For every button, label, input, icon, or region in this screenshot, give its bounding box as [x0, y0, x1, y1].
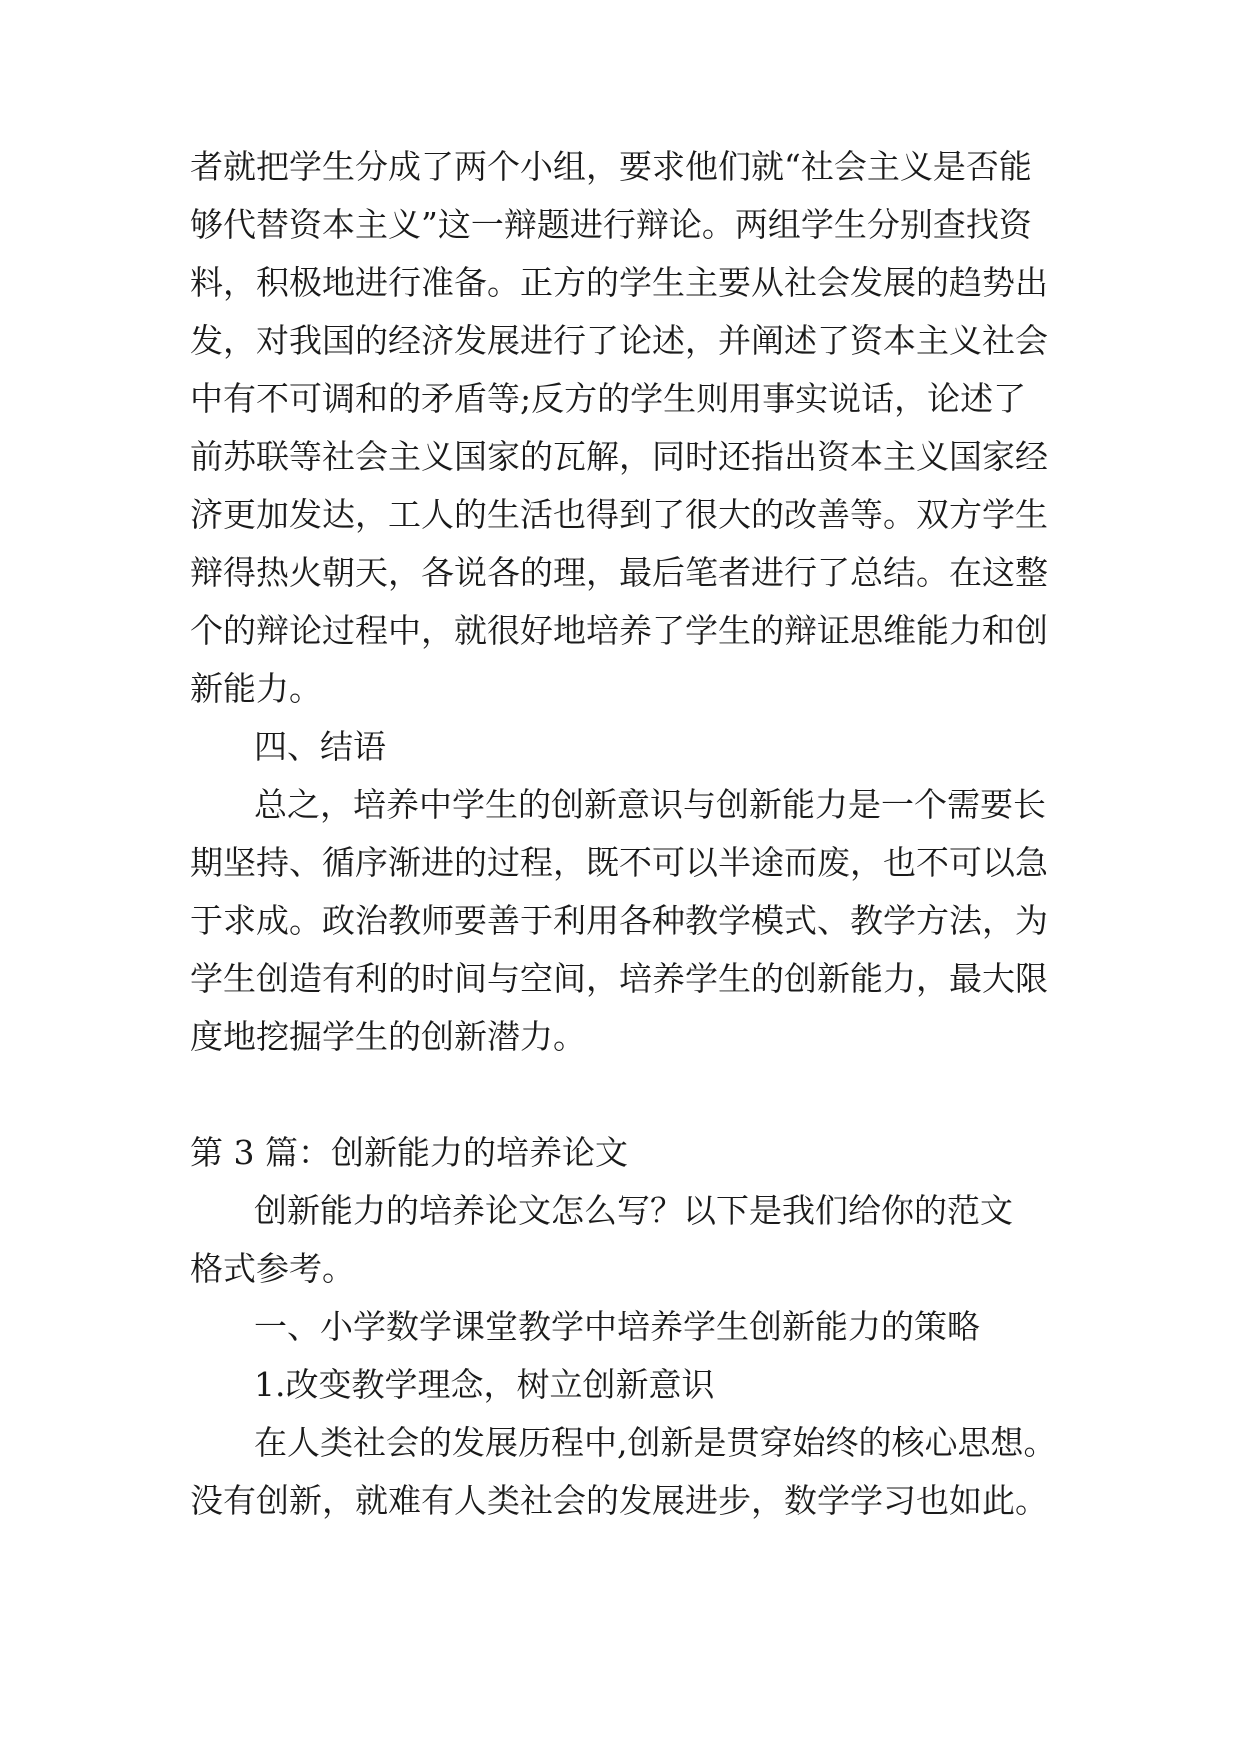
- body-text-line: 辩得热火朝天，各说各的理，最后笔者进行了总结。在这整: [190, 553, 1048, 592]
- body-text-line: 在人类社会的发展历程中,创新是贯穿始终的核心思想。: [254, 1423, 1057, 1462]
- body-text-line: 够代替资本主义”这一辩题进行辩论。两组学生分别查找资: [190, 205, 1032, 244]
- body-text-line: 前苏联等社会主义国家的瓦解，同时还指出资本主义国家经: [190, 437, 1048, 476]
- body-text-line: 格式参考。: [190, 1249, 355, 1288]
- subsection-heading: 1.改变教学理念，树立创新意识: [254, 1365, 715, 1404]
- body-text-line: 没有创新，就难有人类社会的发展进步，数学学习也如此。: [190, 1481, 1048, 1520]
- body-text-line: 者就把学生分成了两个小组，要求他们就“社会主义是否能: [190, 147, 1032, 186]
- body-text-line: 学生创造有利的时间与空间，培养学生的创新能力，最大限: [190, 959, 1048, 998]
- body-text-line: 发，对我国的经济发展进行了论述，并阐述了资本主义社会: [190, 321, 1048, 360]
- body-text-line: 度地挖掘学生的创新潜力。: [190, 1017, 586, 1056]
- body-text-line: 济更加发达，工人的生活也得到了很大的改善等。双方学生: [190, 495, 1048, 534]
- body-text-line: 中有不可调和的矛盾等;反方的学生则用事实说话，论述了: [190, 379, 1027, 418]
- body-text-line: 创新能力的培养论文怎么写？以下是我们给你的范文: [254, 1191, 1013, 1230]
- article-title: 第 3 篇：创新能力的培养论文: [190, 1133, 628, 1172]
- body-text-line: 料，积极地进行准备。正方的学生主要从社会发展的趋势出: [190, 263, 1048, 302]
- body-text-line: 期坚持、循序渐进的过程，既不可以半途而废，也不可以急: [190, 843, 1048, 882]
- body-text-line: 总之，培养中学生的创新意识与创新能力是一个需要长: [254, 785, 1046, 824]
- body-text-line: 于求成。政治教师要善于利用各种教学模式、教学方法，为: [190, 901, 1048, 940]
- body-text-line: 新能力。: [190, 669, 322, 708]
- body-text-line: 个的辩论过程中，就很好地培养了学生的辩证思维能力和创: [190, 611, 1048, 650]
- section-heading-strategy: 一、小学数学课堂教学中培养学生创新能力的策略: [254, 1307, 980, 1346]
- section-heading-conclusion: 四、结语: [254, 727, 386, 766]
